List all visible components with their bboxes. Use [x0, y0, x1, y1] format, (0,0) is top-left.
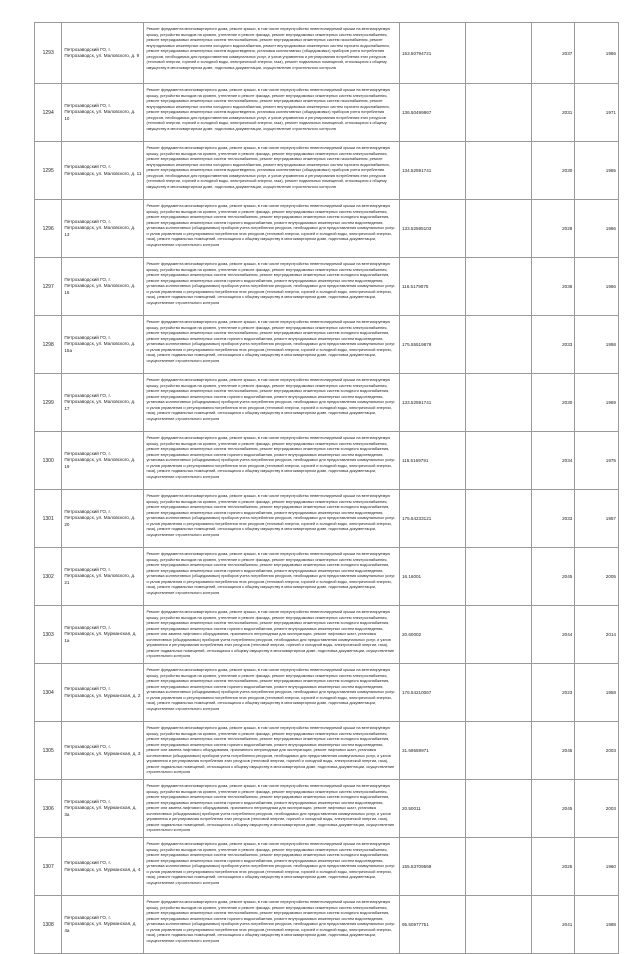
cost-cell: 153.50794721 [399, 23, 465, 84]
built-year-cell: 2003 [575, 722, 619, 780]
address-cell: Петрозаводский ГО, г. Петрозаводск, ул. Маловского, д. 9 [62, 23, 144, 84]
built-year-cell: 1971 [575, 84, 619, 142]
empty-cell [465, 200, 531, 258]
table-row [35, 838, 619, 896]
built-year-cell: 2014 [575, 606, 619, 664]
row-number-cell: 1306 [35, 780, 62, 838]
address-cell: Петрозаводский ГО, г. Петрозаводск, ул. Маловского, д. 15а [62, 316, 144, 374]
planned-year-cell: 2034 [531, 432, 575, 490]
table-row [35, 606, 619, 664]
works-cell: Ремонт фундамента многоквартирного дома, ремонт крыши, в том числе переустройство невентилируемой крыши на вентилируемую крышу, устройство выходов на кровлю, утепление и ремонт фасада, ремонт внутридомовых инженерных систем электроснабжения, ремонт внутридомовых инженерных систем теплоснабжения, ремонт внутридомовых инженерных систем холодного водоснабжения, ремонт внутридомовых инженерных систем горячего водоснабжения, ремонт внутридомовых инженерных систем водоотведения, установка коллективных (общедомовых) приборов учета потребления ресурсов, необходимых для предоставления коммунальных услуг, и узлов управления и регулирования потребления этих ресурсов (тепловой энергии, горячей и холодной воды, электрической энергии, газа), ремонт подвальных помещений, относящихся к общему имуществу в многоквартирном доме, подготовка документации, осуществление строительного контроля [144, 200, 399, 258]
built-year-cell: 1965 [575, 142, 619, 200]
planned-year-cell: 2033 [531, 316, 575, 374]
row-number-cell: 1305 [35, 722, 62, 780]
row-number-cell: 1304 [35, 664, 62, 722]
built-year-cell: 1988 [575, 896, 619, 954]
table-row [35, 548, 619, 606]
table-row [35, 23, 619, 84]
built-year-cell: 1958 [575, 316, 619, 374]
planned-year-cell: 2037 [531, 23, 575, 84]
works-cell: Ремонт фундамента многоквартирного дома, ремонт крыши, в том числе переустройство невентилируемой крыши на вентилируемую крышу, устройство выходов на кровлю, утепление и ремонт фасада, ремонт внутридомовых инженерных систем электроснабжения, ремонт внутридомовых инженерных систем теплоснабжения, ремонт внутридомовых инженерных систем холодного водоснабжения, ремонт внутридомовых инженерных систем горячего водоснабжения, ремонт внутридомовых инженерных систем водоотведения, установка коллективных (общедомовых) приборов учета потребления ресурсов, необходимых для предоставления коммунальных услуг, и узлов управления и регулирования потребления этих ресурсов (тепловой энергии, горячей и холодной воды, электрической энергии, газа), ремонт подвальных помещений, относящихся к общему имуществу в многоквартирном доме, подготовка документации, осуществление строительного контроля [144, 316, 399, 374]
row-number-cell: 1308 [35, 896, 62, 954]
empty-cell [465, 316, 531, 374]
address-cell: Петрозаводский ГО, г. Петрозаводск, ул. Маловского, д. 21 [62, 548, 144, 606]
cost-cell: 133.52595103 [399, 200, 465, 258]
row-number-cell: 1295 [35, 142, 62, 200]
address-cell: Петрозаводский ГО, г. Петрозаводск, ул. Мурманская, д. 1а [62, 606, 144, 664]
cost-cell: 175.54233121 [399, 490, 465, 548]
works-cell: Ремонт фундамента многоквартирного дома, ремонт крыши, в том числе переустройство невентилируемой крыши на вентилируемую крышу, устройство выходов на кровлю, утепление и ремонт фасада, ремонт внутридомовых инженерных систем электроснабжения, ремонт внутридомовых инженерных систем теплоснабжения, ремонт внутридомовых инженерных систем холодного водоснабжения, ремонт внутридомовых инженерных систем горячего водоснабжения, ремонт внутридомовых инженерных систем водоотведения, установка коллективных (общедомовых) приборов учета потребления ресурсов, необходимых для предоставления коммунальных услуг, и узлов управления и регулирования потребления этих ресурсов (тепловой энергии, горячей и холодной воды, электрической энергии, газа), ремонт подвальных помещений, относящихся к общему имуществу в многоквартирном доме, подготовка документации, осуществление строительного контроля [144, 432, 399, 490]
table-row [35, 374, 619, 432]
empty-cell [465, 23, 531, 84]
cost-cell: 20.60002 [399, 606, 465, 664]
works-cell: Ремонт фундамента многоквартирного дома, ремонт крыши, в том числе переустройство невентилируемой крыши на вентилируемую крышу, устройство выходов на кровлю, утепление и ремонт фасада, ремонт внутридомовых инженерных систем электроснабжения, ремонт внутридомовых инженерных систем теплоснабжения, ремонт внутридомовых инженерных систем газоснабжения, ремонт внутридомовых инженерных систем холодного водоснабжения, ремонт внутридомовых инженерных систем горячего водоснабжения, ремонт внутридомовых инженерных систем водоотведения, установка коллективных (общедомовых) приборов учета потребления ресурсов, необходимых для предоставления коммунальных услуг, и узлов управления и регулирования потребления этих ресурсов (тепловой энергии, горячей и холодной воды, электрической энергии, газа), ремонт подвальных помещений, относящихся к общему имуществу в многоквартирном доме, подготовка документации, осуществление строительного контроля [144, 23, 399, 84]
table-row [35, 722, 619, 780]
row-number-cell: 1300 [35, 432, 62, 490]
cost-cell: 20.50011 [399, 780, 465, 838]
capital-repair-table [34, 22, 619, 954]
built-year-cell: 1957 [575, 490, 619, 548]
table-row [35, 258, 619, 316]
works-cell: Ремонт фундамента многоквартирного дома, ремонт крыши, в том числе переустройство невентилируемой крыши на вентилируемую крышу, устройство выходов на кровлю, утепление и ремонт фасада, ремонт внутридомовых инженерных систем электроснабжения, ремонт внутридомовых инженерных систем теплоснабжения, ремонт внутридомовых инженерных систем холодного водоснабжения, ремонт внутридомовых инженерных систем горячего водоснабжения, ремонт внутридомовых инженерных систем водоотведения, ремонт или замена лифтового оборудования, признанного непригодным для эксплуатации, ремонт лифтовых шахт, установка коллективных (общедомовых) приборов учета потребления ресурсов, необходимых для предоставления коммунальных услуг, и узлов управления и регулирования потребления этих ресурсов (тепловой энергии, горячей и холодной воды, электрической энергии, газа), ремонт подвальных помещений, относящихся к общему имуществу в многоквартирном доме, подготовка документации, осуществление строительного контроля [144, 722, 399, 780]
empty-cell [465, 548, 531, 606]
table-row [35, 432, 619, 490]
table-row [35, 84, 619, 142]
works-cell: Ремонт фундамента многоквартирного дома, ремонт крыши, в том числе переустройство невентилируемой крыши на вентилируемую крышу, устройство выходов на кровлю, утепление и ремонт фасада, ремонт внутридомовых инженерных систем электроснабжения, ремонт внутридомовых инженерных систем теплоснабжения, ремонт внутридомовых инженерных систем холодного водоснабжения, ремонт внутридомовых инженерных систем горячего водоснабжения, ремонт внутридомовых инженерных систем водоотведения, установка коллективных (общедомовых) приборов учета потребления ресурсов, необходимых для предоставления коммунальных услуг, и узлов управления и регулирования потребления этих ресурсов (тепловой энергии, горячей и холодной воды, электрической энергии, газа), ремонт подвальных помещений, относящихся к общему имуществу в многоквартирном доме, подготовка документации, осуществление строительного контроля [144, 896, 399, 954]
works-cell: Ремонт фундамента многоквартирного дома, ремонт крыши, в том числе переустройство невентилируемой крыши на вентилируемую крышу, устройство выходов на кровлю, утепление и ремонт фасада, ремонт внутридомовых инженерных систем электроснабжения, ремонт внутридомовых инженерных систем теплоснабжения, ремонт внутридомовых инженерных систем холодного водоснабжения, ремонт внутридомовых инженерных систем горячего водоснабжения, ремонт внутридомовых инженерных систем водоотведения, установка коллективных (общедомовых) приборов учета потребления ресурсов, необходимых для предоставления коммунальных услуг, и узлов управления и регулирования потребления этих ресурсов (тепловой энергии, горячей и холодной воды, электрической энергии, газа), ремонт подвальных помещений, относящихся к общему имуществу в многоквартирном доме, подготовка документации, осуществление строительного контроля [144, 374, 399, 432]
planned-year-cell: 2044 [531, 606, 575, 664]
address-cell: Петрозаводский ГО, г. Петрозаводск, ул. Мурманская, д. 3 [62, 722, 144, 780]
cost-cell: 134.52591741 [399, 142, 465, 200]
row-number-cell: 1302 [35, 548, 62, 606]
planned-year-cell: 2028 [531, 200, 575, 258]
row-number-cell: 1307 [35, 838, 62, 896]
row-number-cell: 1299 [35, 374, 62, 432]
planned-year-cell: 2036 [531, 258, 575, 316]
empty-cell [465, 374, 531, 432]
address-cell: Петрозаводский ГО, г. Петрозаводск, ул. Мурманская, д. 4 [62, 838, 144, 896]
built-year-cell: 2005 [575, 548, 619, 606]
empty-cell [465, 896, 531, 954]
built-year-cell: 1966 [575, 23, 619, 84]
table-row [35, 316, 619, 374]
works-cell: Ремонт фундамента многоквартирного дома, ремонт крыши, в том числе переустройство невентилируемой крыши на вентилируемую крышу, устройство выходов на кровлю, утепление и ремонт фасада, ремонт внутридомовых инженерных систем электроснабжения, ремонт внутридомовых инженерных систем теплоснабжения, ремонт внутридомовых инженерных систем холодного водоснабжения, ремонт внутридомовых инженерных систем горячего водоснабжения, ремонт внутридомовых инженерных систем водоотведения, установка коллективных (общедомовых) приборов учета потребления ресурсов, необходимых для предоставления коммунальных услуг, и узлов управления и регулирования потребления этих ресурсов (тепловой энергии, горячей и холодной воды, электрической энергии, газа), ремонт подвальных помещений, относящихся к общему имуществу в многоквартирном доме, подготовка документации, осуществление строительного контроля [144, 548, 399, 606]
row-number-cell: 1301 [35, 490, 62, 548]
planned-year-cell: 2030 [531, 374, 575, 432]
row-number-cell: 1303 [35, 606, 62, 664]
address-cell: Петрозаводский ГО, г. Петрозаводск, ул. Маловского, д. 13 [62, 200, 144, 258]
row-number-cell: 1293 [35, 23, 62, 84]
cost-cell: 31.59559971 [399, 722, 465, 780]
planned-year-cell: 2025 [531, 838, 575, 896]
works-cell: Ремонт фундамента многоквартирного дома, ремонт крыши, в том числе переустройство невентилируемой крыши на вентилируемую крышу, устройство выходов на кровлю, утепление и ремонт фасада, ремонт внутридомовых инженерных систем электроснабжения, ремонт внутридомовых инженерных систем теплоснабжения, ремонт внутридомовых инженерных систем холодного водоснабжения, ремонт внутридомовых инженерных систем горячего водоснабжения, ремонт внутридомовых инженерных систем водоотведения, установка коллективных (общедомовых) приборов учета потребления ресурсов, необходимых для предоставления коммунальных услуг, и узлов управления и регулирования потребления этих ресурсов (тепловой энергии, горячей и холодной воды, электрической энергии, газа), ремонт подвальных помещений, относящихся к общему имуществу в многоквартирном доме, подготовка документации, осуществление строительного контроля [144, 258, 399, 316]
address-cell: Петрозаводский ГО, г. Петрозаводск, ул. Маловского, д. 20 [62, 490, 144, 548]
cost-cell: 155.53709569 [399, 838, 465, 896]
works-cell: Ремонт фундамента многоквартирного дома, ремонт крыши, в том числе переустройство невентилируемой крыши на вентилируемую крышу, устройство выходов на кровлю, утепление и ремонт фасада, ремонт внутридомовых инженерных систем электроснабжения, ремонт внутридомовых инженерных систем теплоснабжения, ремонт внутридомовых инженерных систем газоснабжения, ремонт внутридомовых инженерных систем холодного водоснабжения, ремонт внутридомовых инженерных систем горячего водоснабжения, ремонт внутридомовых инженерных систем водоотведения, установка коллективных (общедомовых) приборов учета потребления ресурсов, необходимых для предоставления коммунальных услуг, и узлов управления и регулирования потребления этих ресурсов (тепловой энергии, горячей и холодной воды, электрической энергии, газа), ремонт подвальных помещений, относящихся к общему имуществу в многоквартирном доме, подготовка документации, осуществление строительного контроля [144, 84, 399, 142]
table-row [35, 490, 619, 548]
planned-year-cell: 2045 [531, 548, 575, 606]
built-year-cell: 1966 [575, 258, 619, 316]
address-cell: Петрозаводский ГО, г. Петрозаводск, ул. Маловского, д. 15 [62, 258, 144, 316]
address-cell: Петрозаводский ГО, г. Петрозаводск, ул. Маловского, д. 10 [62, 84, 144, 142]
cost-cell: 175.55519879 [399, 316, 465, 374]
built-year-cell: 1958 [575, 664, 619, 722]
empty-cell [465, 258, 531, 316]
planned-year-cell: 2031 [531, 84, 575, 142]
empty-cell [465, 838, 531, 896]
row-number-cell: 1297 [35, 258, 62, 316]
table-row [35, 664, 619, 722]
address-cell: Петрозаводский ГО, г. Петрозаводск, ул. Маловского, д. 17 [62, 374, 144, 432]
address-cell: Петрозаводский ГО, г. Петрозаводск, ул. Мурманская, д. 3а [62, 780, 144, 838]
cost-cell: 116.5179075 [399, 258, 465, 316]
empty-cell [465, 664, 531, 722]
built-year-cell: 1960 [575, 838, 619, 896]
cost-cell: 136.50499867 [399, 84, 465, 142]
planned-year-cell: 2045 [531, 722, 575, 780]
cost-cell: 115.5169791 [399, 432, 465, 490]
empty-cell [465, 432, 531, 490]
planned-year-cell: 2030 [531, 142, 575, 200]
empty-cell [465, 780, 531, 838]
table-body [35, 23, 619, 954]
works-cell: Ремонт фундамента многоквартирного дома, ремонт крыши, в том числе переустройство невентилируемой крыши на вентилируемую крышу, устройство выходов на кровлю, утепление и ремонт фасада, ремонт внутридомовых инженерных систем электроснабжения, ремонт внутридомовых инженерных систем теплоснабжения, ремонт внутридомовых инженерных систем холодного водоснабжения, ремонт внутридомовых инженерных систем горячего водоснабжения, ремонт внутридомовых инженерных систем водоотведения, ремонт или замена лифтового оборудования, признанного непригодным для эксплуатации, ремонт лифтовых шахт, установка коллективных (общедомовых) приборов учета потребления ресурсов, необходимых для предоставления коммунальных услуг, и узлов управления и регулирования потребления этих ресурсов (тепловой энергии, горячей и холодной воды, электрической энергии, газа), ремонт подвальных помещений, относящихся к общему имуществу в многоквартирном доме, подготовка документации, осуществление строительного контроля [144, 606, 399, 664]
address-cell: Петрозаводский ГО, г. Петрозаводск, ул. Мурманская, д. 4а [62, 896, 144, 954]
table-row [35, 896, 619, 954]
address-cell: Петрозаводский ГО, г. Петрозаводск, ул. Маловского, д. 19 [62, 432, 144, 490]
row-number-cell: 1296 [35, 200, 62, 258]
address-cell: Петрозаводский ГО, г. Петрозаводск, ул. Маловского, д. 11 [62, 142, 144, 200]
cost-cell: 176.54210067 [399, 664, 465, 722]
planned-year-cell: 2033 [531, 490, 575, 548]
planned-year-cell: 2045 [531, 780, 575, 838]
planned-year-cell: 2041 [531, 896, 575, 954]
planned-year-cell: 2023 [531, 664, 575, 722]
works-cell: Ремонт фундамента многоквартирного дома, ремонт крыши, в том числе переустройство невентилируемой крыши на вентилируемую крышу, устройство выходов на кровлю, утепление и ремонт фасада, ремонт внутридомовых инженерных систем электроснабжения, ремонт внутридомовых инженерных систем теплоснабжения, ремонт внутридомовых инженерных систем холодного водоснабжения, ремонт внутридомовых инженерных систем горячего водоснабжения, ремонт внутридомовых инженерных систем водоотведения, ремонт или замена лифтового оборудования, признанного непригодным для эксплуатации, ремонт лифтовых шахт, установка коллективных (общедомовых) приборов учета потребления ресурсов, необходимых для предоставления коммунальных услуг, и узлов управления и регулирования потребления этих ресурсов (тепловой энергии, горячей и холодной воды, электрической энергии, газа), ремонт подвальных помещений, относящихся к общему имуществу в многоквартирном доме, подготовка документации, осуществление строительного контроля [144, 780, 399, 838]
row-number-cell: 1298 [35, 316, 62, 374]
works-cell: Ремонт фундамента многоквартирного дома, ремонт крыши, в том числе переустройство невентилируемой крыши на вентилируемую крышу, устройство выходов на кровлю, утепление и ремонт фасада, ремонт внутридомовых инженерных систем электроснабжения, ремонт внутридомовых инженерных систем теплоснабжения, ремонт внутридомовых инженерных систем холодного водоснабжения, ремонт внутридомовых инженерных систем горячего водоснабжения, ремонт внутридомовых инженерных систем водоотведения, установка коллективных (общедомовых) приборов учета потребления ресурсов, необходимых для предоставления коммунальных услуг, и узлов управления и регулирования потребления этих ресурсов (тепловой энергии, горячей и холодной воды, электрической энергии, газа), ремонт подвальных помещений, относящихся к общему имуществу в многоквартирном доме, подготовка документации, осуществление строительного контроля [144, 490, 399, 548]
row-number-cell: 1294 [35, 84, 62, 142]
works-cell: Ремонт фундамента многоквартирного дома, ремонт крыши, в том числе переустройство невентилируемой крыши на вентилируемую крышу, устройство выходов на кровлю, утепление и ремонт фасада, ремонт внутридомовых инженерных систем электроснабжения, ремонт внутридомовых инженерных систем теплоснабжения, ремонт внутридомовых инженерных систем газоснабжения, ремонт внутридомовых инженерных систем холодного водоснабжения, ремонт внутридомовых инженерных систем горячего водоснабжения, ремонт внутридомовых инженерных систем водоотведения, установка коллективных (общедомовых) приборов учета потребления ресурсов, необходимых для предоставления коммунальных услуг, и узлов управления и регулирования потребления этих ресурсов (тепловой энергии, горячей и холодной воды, электрической энергии, газа), ремонт подвальных помещений, относящихся к общему имуществу в многоквартирном доме, подготовка документации, осуществление строительного контроля [144, 142, 399, 200]
empty-cell [465, 84, 531, 142]
built-year-cell: 1966 [575, 200, 619, 258]
empty-cell [465, 722, 531, 780]
built-year-cell: 1969 [575, 374, 619, 432]
cost-cell: 133.52591741 [399, 374, 465, 432]
works-cell: Ремонт фундамента многоквартирного дома, ремонт крыши, в том числе переустройство невентилируемой крыши на вентилируемую крышу, устройство выходов на кровлю, утепление и ремонт фасада, ремонт внутридомовых инженерных систем электроснабжения, ремонт внутридомовых инженерных систем теплоснабжения, ремонт внутридомовых инженерных систем холодного водоснабжения, ремонт внутридомовых инженерных систем горячего водоснабжения, ремонт внутридомовых инженерных систем водоотведения, установка коллективных (общедомовых) приборов учета потребления ресурсов, необходимых для предоставления коммунальных услуг, и узлов управления и регулирования потребления этих ресурсов (тепловой энергии, горячей и холодной воды, электрической энергии, газа), ремонт подвальных помещений, относящихся к общему имуществу в многоквартирном доме, подготовка документации, осуществление строительного контроля [144, 664, 399, 722]
empty-cell [465, 142, 531, 200]
empty-cell [465, 490, 531, 548]
works-cell: Ремонт фундамента многоквартирного дома, ремонт крыши, в том числе переустройство невентилируемой крыши на вентилируемую крышу, устройство выходов на кровлю, утепление и ремонт фасада, ремонт внутридомовых инженерных систем электроснабжения, ремонт внутридомовых инженерных систем теплоснабжения, ремонт внутридомовых инженерных систем холодного водоснабжения, ремонт внутридомовых инженерных систем горячего водоснабжения, ремонт внутридомовых инженерных систем водоотведения, установка коллективных (общедомовых) приборов учета потребления ресурсов, необходимых для предоставления коммунальных услуг, и узлов управления и регулирования потребления этих ресурсов (тепловой энергии, горячей и холодной воды, электрической энергии, газа), ремонт подвальных помещений, относящихся к общему имуществу в многоквартирном доме, подготовка документации, осуществление строительного контроля [144, 838, 399, 896]
cost-cell: 95.50977751 [399, 896, 465, 954]
table-row [35, 780, 619, 838]
table-row [35, 142, 619, 200]
built-year-cell: 2003 [575, 780, 619, 838]
empty-cell [465, 606, 531, 664]
cost-cell: 16.16001 [399, 548, 465, 606]
address-cell: Петрозаводский ГО, г. Петрозаводск, ул. Мурманская, д. 2 [62, 664, 144, 722]
table-row [35, 200, 619, 258]
built-year-cell: 1975 [575, 432, 619, 490]
